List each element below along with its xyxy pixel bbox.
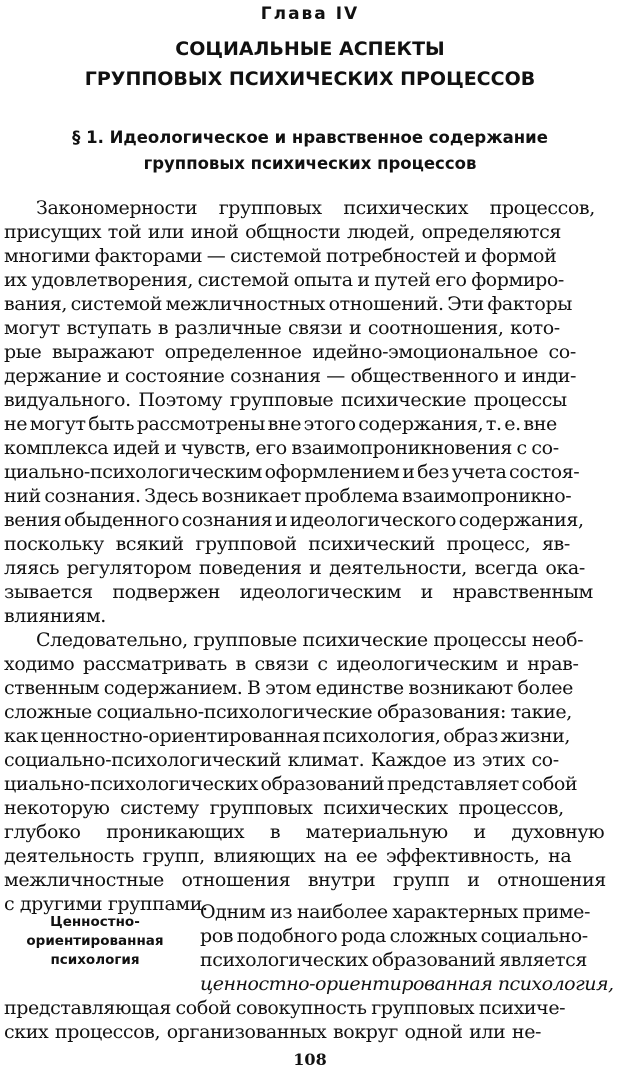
text-line: Следовательно, групповые психические процессы необ- bbox=[36, 629, 584, 651]
text-line: психологических образований является bbox=[200, 949, 587, 971]
chapter-label: Глава IV bbox=[260, 4, 360, 24]
text-line: глубоко проникающих в материальную и духовную bbox=[4, 821, 605, 843]
text-line: не могут быть рассмотрены вне этого содержания, т. е. вне bbox=[4, 413, 557, 435]
text-line: некоторую систему групповых психических процессов, bbox=[4, 797, 564, 819]
text-line: присущих той или иной общности людей, определяются bbox=[4, 221, 561, 243]
text-line: деятельность групп, влияющих на ее эффективность, на bbox=[4, 845, 572, 867]
text-line: Закономерности групповых психических процессов, bbox=[36, 197, 595, 219]
text-line: межличностные отношения внутри групп и отношения bbox=[4, 869, 606, 891]
text-line: комплекса идей и чувств, его взаимопроникновения с со- bbox=[4, 437, 559, 459]
text-line: ний сознания. Здесь возникает проблема взаимопроникно- bbox=[4, 485, 572, 507]
text-line: вения обыденного сознания и идеологического содержания, bbox=[4, 509, 584, 531]
text-line: как ценностно-ориентированная психология, образ жизни, bbox=[4, 725, 571, 747]
text-line: ходимо рассматривать в связи с идеологическим и нрав- bbox=[4, 653, 579, 675]
text-line: видуального. Поэтому групповые психические процессы bbox=[4, 389, 567, 411]
text-line: вания, системой межличностных отношений. Эти факторы bbox=[4, 293, 572, 315]
text-line: циально-психологическим оформлением и без учета состоя- bbox=[4, 461, 580, 483]
page-number: 108 bbox=[293, 1050, 327, 1069]
text-line: рые выражают определенное идейно-эмоциональное со- bbox=[4, 341, 576, 363]
text-line: могут вступать в различные связи и соотношения, кото- bbox=[4, 317, 560, 339]
margin-note-line: психология bbox=[50, 952, 140, 968]
text-line: социально-психологический климат. Каждое из этих со- bbox=[4, 749, 559, 771]
text-line: их удовлетворения, системой опыта и путей его формиро- bbox=[4, 269, 564, 291]
text-line: держание и состояние сознания — общественного и инди- bbox=[4, 365, 577, 387]
chapter-title bbox=[0, 34, 620, 94]
section-title-line: групповых психических процессов bbox=[143, 154, 477, 173]
text-line-italic bbox=[200, 972, 614, 996]
margin-note-line: Ценностно- bbox=[50, 914, 140, 930]
text-line: с другими группами. bbox=[4, 893, 208, 915]
text-line: многими факторами — системой потребностей и формой bbox=[4, 245, 557, 267]
text-line: ственным содержанием. В этом единстве возникают более bbox=[4, 677, 573, 699]
text-line: ляясь регулятором поведения и деятельности, всегда ока- bbox=[4, 557, 585, 579]
text-line: зывается подвержен идеологическим и нравственным bbox=[4, 581, 593, 603]
section-title-line: § 1. Идеологическое и нравственное содержание bbox=[72, 128, 548, 147]
chapter-title-line: ГРУППОВЫХ ПСИХИЧЕСКИХ ПРОЦЕССОВ bbox=[84, 68, 536, 90]
text-line: представляющая собой совокупность групповых психиче- bbox=[4, 997, 566, 1019]
text-line: циально-психологических образований представляет собой bbox=[4, 773, 578, 795]
margin-note bbox=[10, 913, 180, 970]
chapter-title-line: СОЦИАЛЬНЫЕ АСПЕКТЫ bbox=[175, 38, 445, 60]
text-line: ских процессов, организованных вокруг одной или не- bbox=[4, 1021, 542, 1043]
italic-term: ценностно-ориентированная психология, bbox=[200, 973, 614, 995]
text-line: влияниям. bbox=[4, 605, 106, 627]
text-line: поскольку всякий групповой психический процесс, яв- bbox=[4, 533, 570, 555]
section-title bbox=[0, 125, 620, 177]
text-line: сложные социально-психологические образования: такие, bbox=[4, 701, 572, 723]
text-line: Одним из наиболее характерных приме- bbox=[200, 901, 591, 923]
margin-note-line: ориентированная bbox=[26, 933, 164, 949]
text-line: ров подобного рода сложных социально- bbox=[200, 925, 588, 947]
